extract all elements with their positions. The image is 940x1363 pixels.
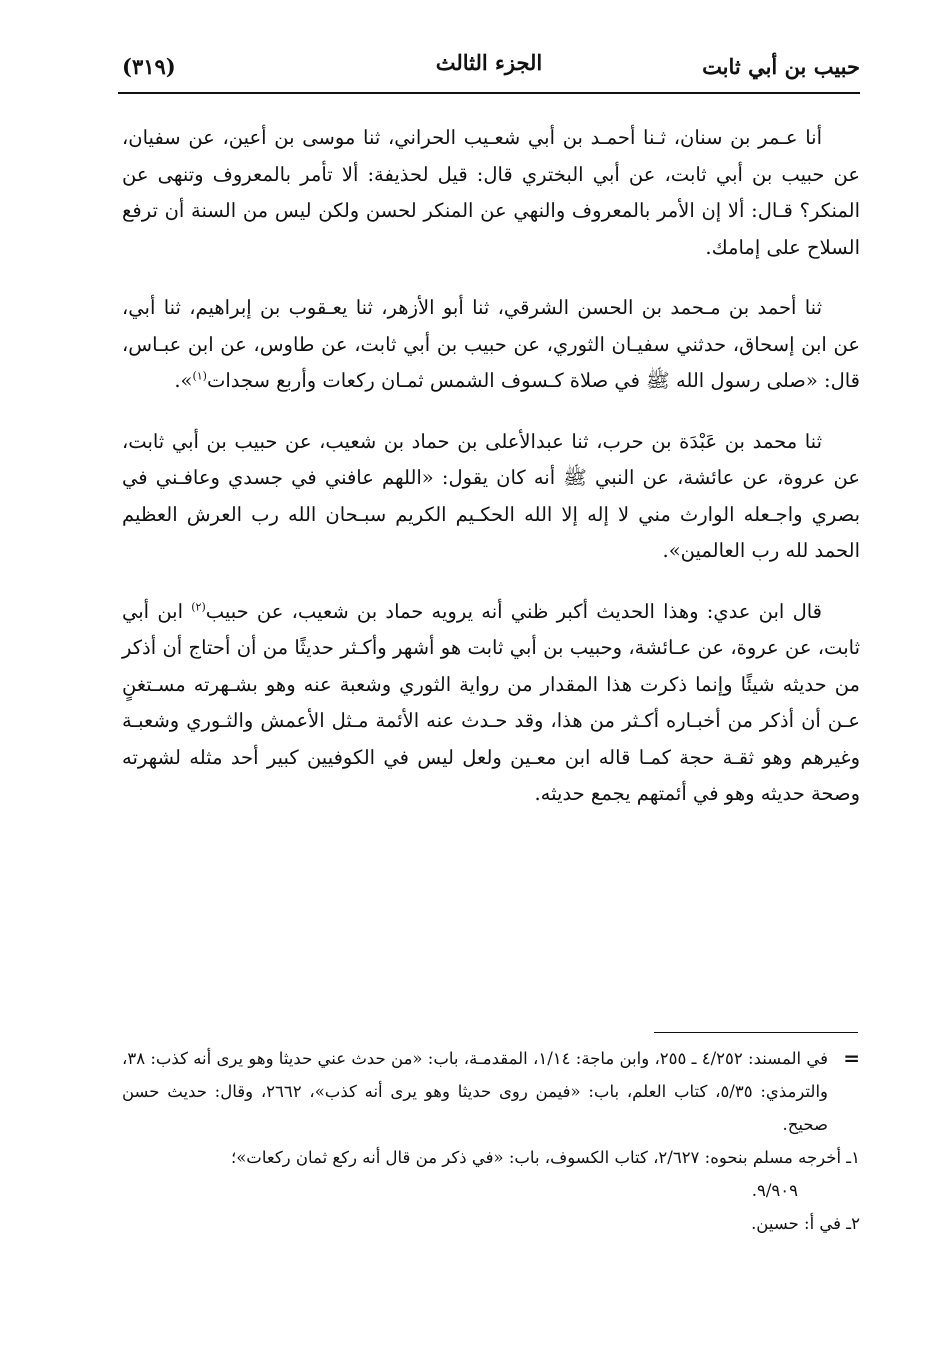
paragraph-text-end: ». xyxy=(174,369,193,392)
paragraph-4 xyxy=(122,594,860,813)
footnote-1 xyxy=(122,1141,860,1174)
paragraph-text: ثنا محمد بن عَبْدَة بن حرب، ثنا عبدالأعلى بن حماد بن شعيب، عن حبيب بن أبي ثابت، عن عروة، عن عائشة، عن النبي ﷺ أنه كان يقول: «اللهم عافني في جسدي وعافـني في بصري واجـعله الوارث مني لا إله إلا الله الحكـيم الكريم سبـحان الله رب العرش العظيم الحمد لله رب العالمين». xyxy=(122,429,860,562)
paragraph-2 xyxy=(122,290,860,400)
paragraph-text: قال ابن عدي: وهذا الحديث أكبر ظني أنه يرويه حماد بن شعيب، عن حبيب xyxy=(205,599,822,623)
volume-title: الجزء الثالث xyxy=(435,50,543,75)
footnote-2 xyxy=(122,1207,860,1240)
footnote-text: في المسند: ٤/٢٥٢ ـ ٢٥٥، وابن ماجة: ١/١٤، المقدمـة، باب: «من حدث عني حديثا وهو يرى أنه كذب: ٣٨، والترمذي: ٥/٣٥، كتاب العلم، باب: «فيمن روى حديثا وهو يرى أنه كذب»، ٢٦٦٢، وقال: حديث حسن صحيح. xyxy=(122,1049,828,1134)
paragraph-3 xyxy=(122,424,860,570)
footnotes xyxy=(122,1042,860,1240)
footnote-text: ١ـ أخرجه مسلم بنحوه: ٢/٦٢٧، كتاب الكسوف، باب: «في ذكر من قال أنه ركع ثمان ركعات»؛ xyxy=(230,1148,860,1167)
page-number: (٣١٩) xyxy=(122,54,176,79)
paragraph-text: ثنا أحمد بن مـحمد بن الحسن الشرقي، ثنا أبو الأزهر، ثنا يعـقوب بن إبراهيم، ثنا أبي، عن ابن إسحاق، حدثني سفيـان الثوري، عن حبيب بن أبي ثابت، عن طاوس، عن ابن عبـاس، قال: «صلى رسول الله ﷺ في صلاة كـسوف الشمس ثمـان ركعات وأربع سجدات xyxy=(122,296,860,392)
footnote-divider xyxy=(654,1032,858,1033)
footnote-1-continued xyxy=(122,1174,860,1207)
footnote-continuation xyxy=(122,1042,860,1141)
paragraph-text: أنا عـمر بن سنان، ثـنا أحمـد بن أبي شعـيب الحراني، ثنا موسى بن أعين، عن سفيان، عن حبيب بن أبي ثابت، عن أبي البختري قال: قيل لحذيفة: ألا تأمر بالمعروف وتنهى عن المنكر؟ قـال: ألا إن الأمر بالمعروف والنهي عن المنكر لحسن ولكن ليس من السنة أن ترفع السلاح على إمامك. xyxy=(122,126,860,259)
continuation-marker: = xyxy=(843,1046,860,1070)
paragraph-text-end: ابن أبي ثابت، عن عروة، عن عـائشة، وحبيب بن أبي ثابت هو أشهر وأكـثر حديثًا من أن أحتاج أن أذكر من حديثه شيئًا وإنما ذكرت هذا المقدار من رواية الثوري وشعبة عنه وهو بشـهرته مسـتغنٍ عـن أن أذكر من أخبـاره أكـثر من هذا، وقد حـدث عنه الأئمة مـثل الأعمش والثـوري وشعبـة وغيرهم وهو ثقـة حجة كمـا قاله ابن معـين ولعل ليس في الكوفيين كبير أحد مثله لشهرته وصحة حديثه وهو في أئمتهم يجمع حديثه. xyxy=(122,599,860,805)
footnote-ref-1: (١) xyxy=(192,369,207,383)
footnote-ref-2: (٢) xyxy=(191,600,206,613)
header-divider xyxy=(118,92,860,94)
footnote-text: ٩/٩٠٩. xyxy=(751,1181,798,1200)
main-text xyxy=(122,120,860,837)
footnote-text: ٢ـ في أ: حسين. xyxy=(751,1214,860,1233)
running-title: حبيب بن أبي ثابت xyxy=(702,54,860,79)
paragraph-1 xyxy=(122,120,860,266)
page-header xyxy=(118,48,860,88)
